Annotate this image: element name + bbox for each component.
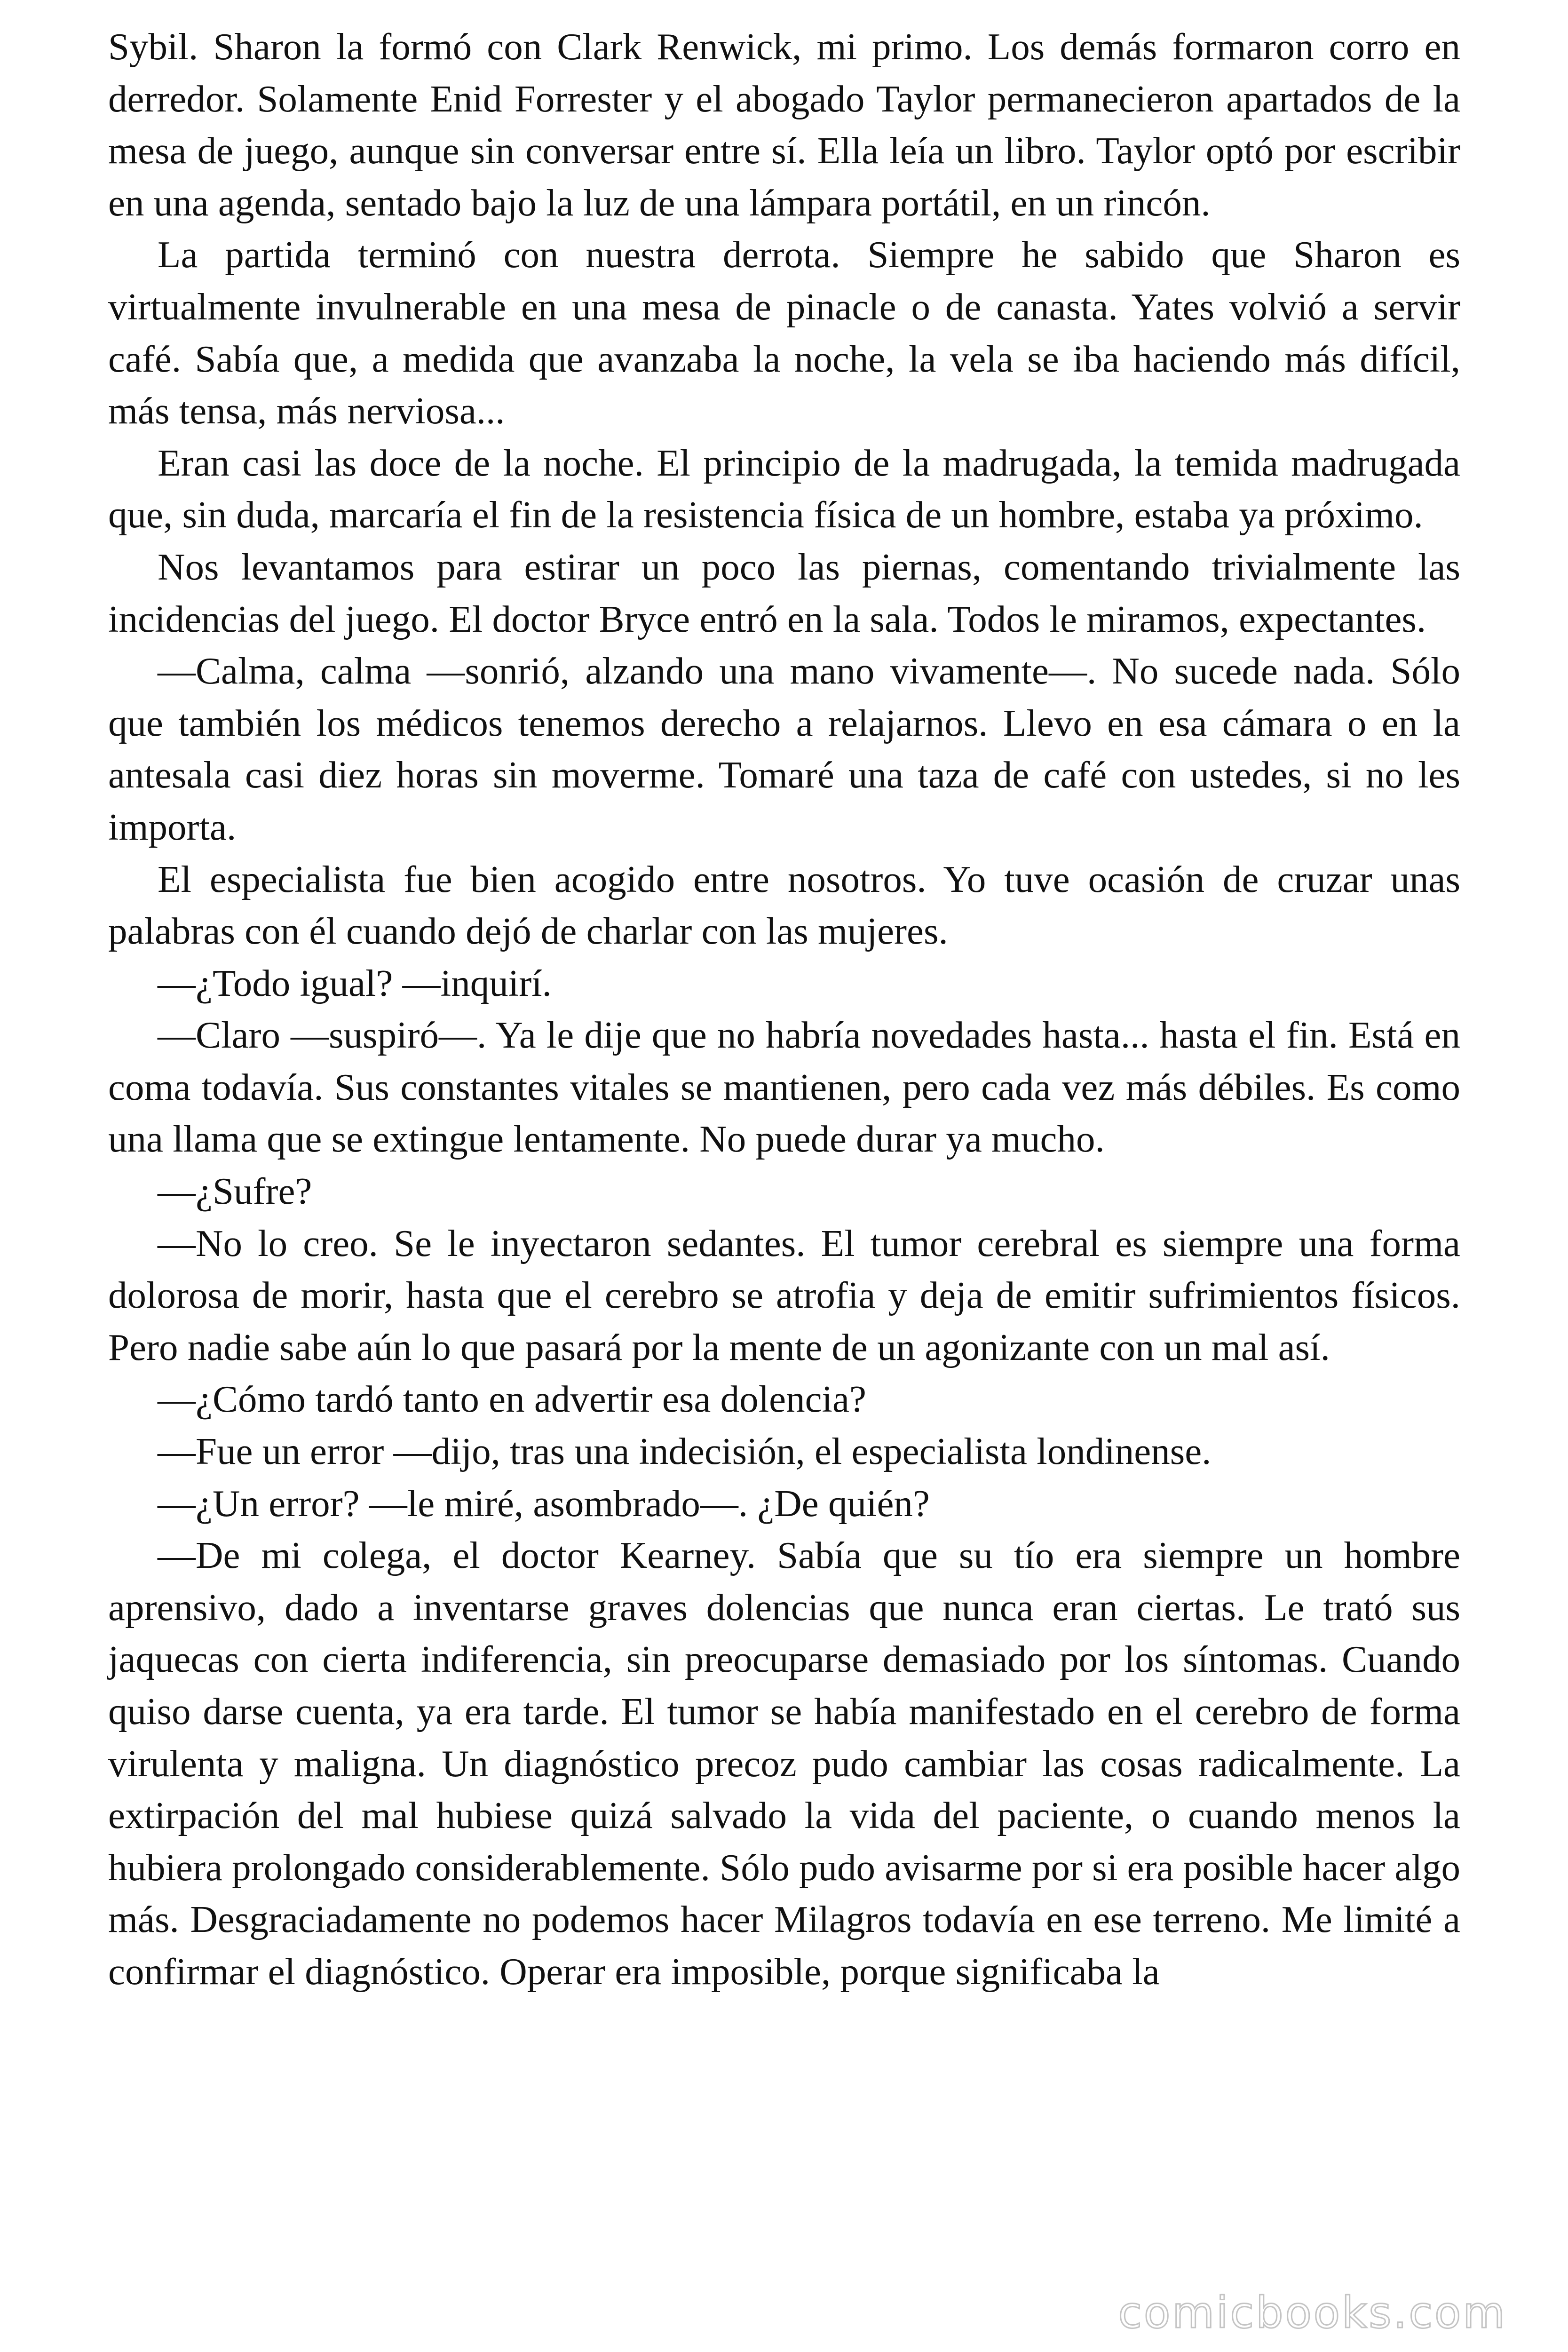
paragraph: Nos levantamos para estirar un poco las piernas, comentando trivialmente las incidencias del juego. El doctor Bryce entró en la sala. Todos le miramos, expectantes. xyxy=(108,545,1460,640)
watermark: comicbooks.com xyxy=(1118,2288,1507,2338)
paragraph: El especialista fue bien acogido entre nosotros. Yo tuve ocasión de cruzar unas palabras con él cuando dejó de charlar con las mujeres. xyxy=(108,858,1460,953)
paragraph: —¿Un error? —le miré, asombrado—. ¿De quién? xyxy=(158,1482,930,1525)
paragraph: Sybil. Sharon la formó con Clark Renwick, mi primo. Los demás formaron corro en derredor. Solamente Enid Forrester y el abogado Taylor permanecieron apartados de la mesa de juego, aunque sin conversar entre sí. Ella leía un libro. Taylor optó por escribir en una agenda, sentado bajo la luz de una lámpara portátil, en un rincón. xyxy=(108,25,1460,224)
paragraph: —¿Todo igual? —inquirí. xyxy=(158,961,552,1004)
paragraph: Eran casi las doce de la noche. El principio de la madrugada, la temida madrugada que, sin duda, marcaría el fin de la resistencia física de un hombre, estaba ya próximo. xyxy=(108,441,1460,536)
paragraph: —No lo creo. Se le inyectaron sedantes. El tumor cerebral es siempre una forma dolorosa de morir, hasta que el cerebro se atrofia y deja de emitir sufrimientos físicos. Pero nadie sabe aún lo que pasará por la mente de un agonizante con un mal así. xyxy=(108,1222,1460,1368)
paragraph: —¿Sufre? xyxy=(158,1170,312,1213)
page-text xyxy=(108,21,1460,1998)
paragraph: —¿Cómo tardó tanto en advertir esa dolencia? xyxy=(158,1378,866,1421)
paragraph: —Calma, calma —sonrió, alzando una mano vivamente—. No sucede nada. Sólo que también los médicos tenemos derecho a relajarnos. Llevo en esa cámara o en la antesala casi diez horas sin moverme. Tomaré una taza de café con ustedes, si no les importa. xyxy=(108,650,1460,848)
paragraph: La partida terminó con nuestra derrota. Siempre he sabido que Sharon es virtualmente invulnerable en una mesa de pinacle o de canasta. Yates volvió a servir café. Sabía que, a medida que avanzaba la noche, la vela se iba haciendo más difícil, más tensa, más nerviosa... xyxy=(108,233,1460,432)
paragraph: —Fue un error —dijo, tras una indecisión, el especialista londinense. xyxy=(158,1430,1212,1473)
paragraph: —Claro —suspiró—. Ya le dije que no habría novedades hasta... hasta el fin. Está en coma todavía. Sus constantes vitales se mantienen, pero cada vez más débiles. Es como una llama que se extingue lentamente. No puede durar ya mucho. xyxy=(108,1014,1460,1160)
paragraph: —De mi colega, el doctor Kearney. Sabía que su tío era siempre un hombre aprensivo, dado a inventarse graves dolencias que nunca eran ciertas. Le trató sus jaquecas con cierta indiferencia, sin preocuparse demasiado por los síntomas. Cuando quiso darse cuenta, ya era tarde. El tumor se había manifestado en el cerebro de forma virulenta y maligna. Un diagnóstico precoz pudo cambiar las cosas radicalmente. La extirpación del mal hubiese quizá salvado la vida del paciente, o cuando menos la hubiera prolongado considerablemente. Sólo pudo avisarme por si era posible hacer algo más. Desgraciadamente no podemos hacer Milagros todavía en ese terreno. Me limité a confirmar el diagnóstico. Operar era imposible, porque significaba la xyxy=(108,1534,1460,1993)
